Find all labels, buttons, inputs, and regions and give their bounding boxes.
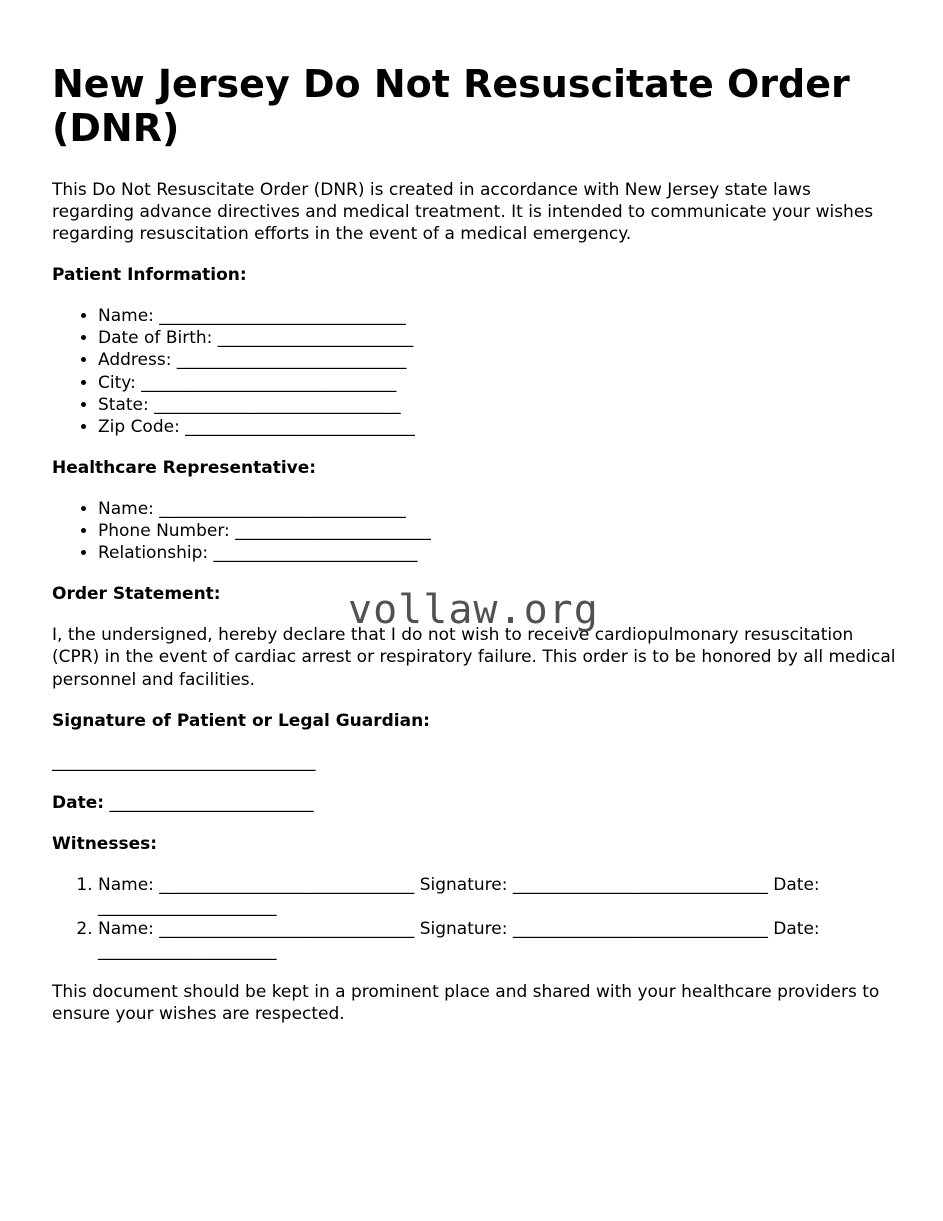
patient-state-label: State: — [98, 394, 149, 415]
patient-name-label: Name: — [98, 306, 154, 327]
signature-heading: Signature of Patient or Legal Guardian: — [52, 710, 430, 731]
patient-city-row — [98, 372, 897, 394]
patient-info-heading: Patient Information: — [52, 265, 247, 286]
rep-name-label: Name: — [98, 498, 154, 519]
healthcare-rep-list — [52, 498, 897, 564]
rep-relationship-label: Relationship: — [98, 543, 209, 564]
witness1-name-blank: ______________________________ — [159, 874, 415, 895]
witness2-date-label: Date: — [773, 919, 820, 940]
witness1-signature-label: Signature: — [419, 874, 508, 895]
order-statement-heading: Order Statement: — [52, 584, 221, 605]
signature-blank-line — [52, 751, 897, 773]
witness1-date-blank: _____________________ — [98, 897, 277, 918]
witness2-name-label: Name: — [98, 919, 154, 940]
footer-note: This document should be kept in a prominent place and shared with your healthcare providers to ensure your wishes are respected. — [52, 982, 880, 1025]
signature-blank: _______________________________ — [52, 751, 316, 772]
document-content — [52, 62, 897, 1026]
patient-zip-blank: ___________________________ — [185, 416, 415, 437]
patient-dob-label: Date of Birth: — [98, 328, 213, 349]
witness2-name-blank: ______________________________ — [159, 919, 415, 940]
rep-phone-blank: _______________________ — [235, 521, 431, 542]
patient-dob-blank: _______________________ — [217, 328, 414, 349]
healthcare-rep-heading: Healthcare Representative: — [52, 457, 317, 478]
document-title: New Jersey Do Not Resuscitate Order (DNR) — [52, 62, 850, 151]
intro-paragraph: This Do Not Resuscitate Order (DNR) is created in accordance with New Jersey state laws regarding advance directives and medical treatment. It is intended to communicate your wishes regarding resuscitation efforts in the event of a medical emergency. — [52, 179, 874, 245]
patient-address-label: Address: — [98, 350, 172, 371]
patient-zip-label: Zip Code: — [98, 416, 180, 437]
patient-dob-row — [98, 327, 897, 349]
date-line — [52, 792, 897, 814]
witness2-signature-label: Signature: — [419, 919, 508, 940]
patient-info-list — [52, 305, 897, 438]
witness1-signature-blank: ______________________________ — [512, 874, 768, 895]
witness1-date-label: Date: — [773, 874, 820, 895]
rep-phone-label: Phone Number: — [98, 521, 230, 542]
witness-row-1 — [98, 874, 897, 918]
witness2-signature-blank: ______________________________ — [512, 919, 768, 940]
rep-relationship-row — [98, 542, 897, 564]
order-statement-paragraph: I, the undersigned, hereby declare that I do not wish to receive cardiopulmonary resuscitation (CPR) in the event of cardiac arrest or respiratory failure. This order is to be honored by all medical personnel and facilities. — [52, 625, 896, 690]
patient-state-row — [98, 394, 897, 416]
patient-zip-row — [98, 416, 897, 438]
witnesses-list — [52, 874, 897, 962]
witnesses-heading: Witnesses: — [52, 833, 158, 854]
patient-address-blank: ___________________________ — [176, 350, 407, 371]
witness2-date-blank: _____________________ — [98, 941, 277, 962]
watermark-text: vollaw.org — [348, 587, 599, 633]
patient-city-label: City: — [98, 372, 136, 393]
patient-name-blank: _____________________________ — [159, 306, 406, 327]
patient-name-row — [98, 305, 897, 327]
rep-relationship-blank: ________________________ — [213, 543, 418, 564]
date-label: Date: — [52, 792, 105, 813]
rep-phone-row — [98, 520, 897, 542]
patient-address-row — [98, 349, 897, 371]
witness-row-2 — [98, 918, 897, 962]
date-blank: ________________________ — [109, 792, 314, 813]
patient-state-blank: _____________________________ — [154, 394, 401, 415]
rep-name-blank: _____________________________ — [159, 498, 406, 519]
witness1-name-label: Name: — [98, 874, 154, 895]
patient-city-blank: ______________________________ — [141, 372, 397, 393]
rep-name-row — [98, 498, 897, 520]
